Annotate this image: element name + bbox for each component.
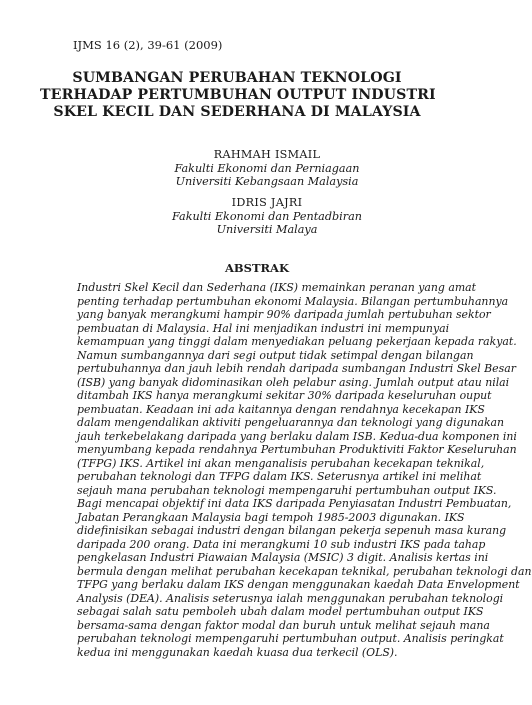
abstract-line: perubahan teknologi mempengaruhi pertumbuhan output. Analisis peringkat [77,632,504,645]
abstract-line: (TFPG) IKS. Artikel ini akan menganalisis perubahan kecekapan teknikal, [77,456,485,470]
abstract-heading: ABSTRAK [225,261,289,275]
abstract-line: kemampuan yang tinggi dalam menyediakan peluang pekerjaan kepada rakyat. [77,335,517,348]
abstract-line: dalam mengendalikan aktiviti pengeluarannya dan teknologi yang digunakan [77,416,505,429]
abstract-line: Industri Skel Kecil dan Sederhana (IKS) memainkan peranan yang amat [77,281,477,294]
abstract-line: sejauh mana perubahan teknologi mempengaruhi pertumbuhan output IKS. [77,483,497,497]
author-affiliation: Fakulti Ekonomi dan Perniagaan [174,161,360,175]
author-affiliation: Fakulti Ekonomi dan Pentadbiran [172,209,362,223]
abstract-line: penting terhadap pertumbuhan ekonomi Malaysia. Bilangan pertumbuhannya [77,294,509,308]
abstract-line: Namun sumbangannya dari segi output tidak setimpal dengan bilangan [77,348,474,362]
abstract-line: menyumbang kepada rendahnya Pertumbuhan Produktiviti Faktor Keseluruhan [77,443,517,456]
abstract-line: pengkelasan Industri Piawaian Malaysia (MSIC) 3 digit. Analisis kertas ini [77,551,489,564]
abstract-line: pertubuhannya dan jauh lebih rendah daripada sumbangan Industri Skel Besar [77,362,516,375]
author-name: RAHMAH ISMAIL [213,148,321,161]
abstract-line: Bagi mencapai objektif ini data IKS daripada Penyiasatan Industri Pembuatan, [77,497,512,510]
author-name: IDRIS JAJRI [231,196,303,209]
abstract-line: ditambah IKS hanya merangkumi sekitar 30% daripada keseluruhan ouput [77,389,492,402]
abstract-line: pembuatan di Malaysia. Hal ini menjadikan industri ini mempunyai [77,321,450,335]
abstract-line: Jabatan Perangkaan Malaysia bagi tempoh 1985-2003 digunakan. IKS [77,510,465,524]
title-line: SKEL KECIL DAN SEDERHANA DI MALAYSIA [53,104,421,120]
abstract-line: TFPG yang berlaku dalam IKS dengan menggunakan kaedah Data Envelopment [77,578,520,591]
author-block [60,148,474,189]
abstract-line: Analysis (DEA). Analisis seterusnya ialah menggunakan perubahan teknologi [77,591,504,605]
author-affiliation: Universiti Malaya [216,223,318,236]
abstract-line: didefinisikan sebagai industri dengan bilangan pekerja sepenuh masa kurang [77,524,507,537]
author-block [60,196,474,237]
abstract-line: (ISB) yang banyak didominasikan oleh pelabur asing. Jumlah output atau nilai [77,375,510,389]
abstract-line: pembuatan. Keadaan ini ada kaitannya dengan rendahnya kecekapan IKS [77,402,485,416]
paper-title [40,70,434,121]
abstract-body [77,281,532,659]
title-line: SUMBANGAN PERUBAHAN TEKNOLOGI [72,70,402,86]
abstract-line: sebagai salah satu pemboleh ubah dalam model pertumbuhan output IKS [77,605,484,618]
title-line: TERHADAP PERTUMBUHAN OUTPUT INDUSTRI [40,87,436,103]
abstract-line: bermula dengan melihat perubahan kecekapan teknikal, perubahan teknologi dan [77,564,532,578]
abstract-line: perubahan teknologi dan TFPG dalam IKS. Seterusnya artikel ini melihat [77,470,482,483]
abstract-line: daripada 200 orang. Data ini merangkumi 10 sub industri IKS pada tahap [77,537,486,551]
abstract-line: kedua ini menggunakan kaedah kuasa dua terkecil (OLS). [77,645,398,659]
abstract-line: bersama-sama dengan faktor modal dan buruh untuk melihat sejauh mana [77,618,490,632]
journal-reference: IJMS 16 (2), 39-61 (2009) [73,38,223,52]
abstract-line: yang banyak merangkumi hampir 90% daripada jumlah pertubuhan sektor [77,308,491,321]
author-affiliation: Universiti Kebangsaan Malaysia [175,175,359,188]
abstract-line: jauh terkebelakang daripada yang berlaku dalam ISB. Kedua-dua komponen ini [77,429,517,443]
